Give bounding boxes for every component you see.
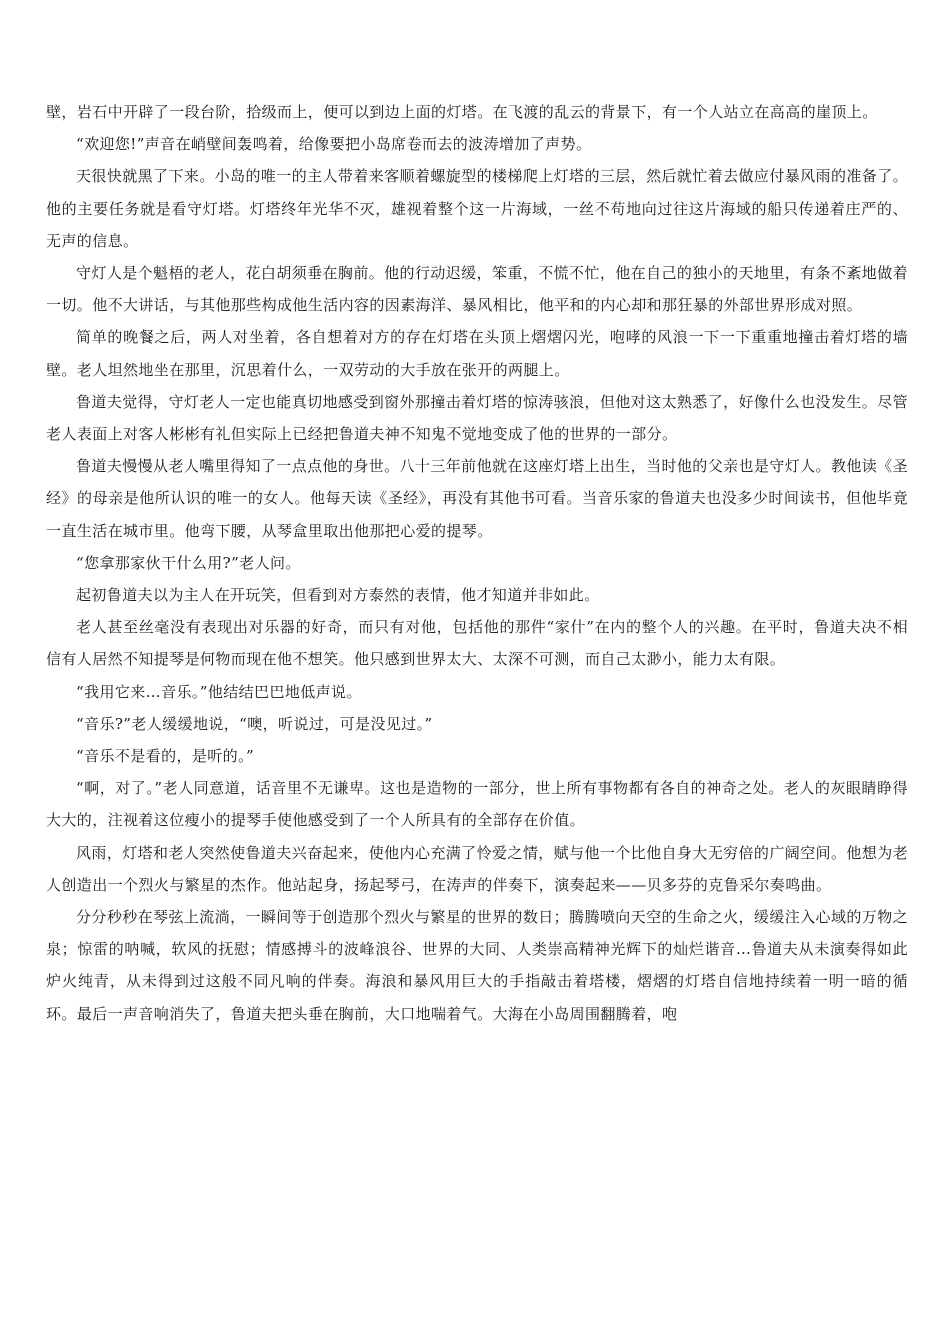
paragraph: “啊，对了。”老人同意道，话音里不无谦卑。这也是造物的一部分，世上所有事物都有各自的神奇之处。老人的灰眼睛睁得大大的，注视着这位瘦小的提琴手使他感受到了一个人所具有的全部存在价值。 — [46, 779, 908, 830]
paragraph: 壁，岩石中开辟了一段台阶，拾级而上，便可以到边上面的灯塔。在飞渡的乱云的背景下，有一个人站立在高高的崖顶上。 — [46, 103, 878, 121]
paragraph: 简单的晚餐之后，两人对坐着，各自想着对方的存在灯塔在头顶上熠熠闪光，咆哮的风浪一下一下重重地撞击着灯塔的墙壁。老人坦然地坐在那里，沉思着什么，一双劳动的大手放在张开的两腿上。 — [46, 328, 908, 379]
paragraph: 鲁道夫觉得，守灯老人一定也能真切地感受到窗外那撞击着灯塔的惊涛骇浪，但他对这太熟悉了，好像什么也没发生。尽管老人表面上对客人彬彬有礼但实际上已经把鲁道夫神不知鬼不觉地变成了他的世界的一部分。 — [46, 392, 908, 444]
paragraph: “欢迎您!”声音在峭壁间轰鸣着，给像要把小岛席卷而去的波涛增加了声势。 — [76, 135, 592, 154]
paragraph: “您拿那家伙干什么用?”老人问。 — [76, 553, 301, 572]
paragraph: 分分秒秒在琴弦上流淌，一瞬间等于创造那个烈火与繁星的世界的数日；腾腾喷向天空的生命之火，缓缓注入心域的万物之泉；惊雷的呐喊，软风的抚慰；情感搏斗的波峰浪谷、世界的大同、人类崇高精神光辉下的灿烂谐音…鲁道夫从未演奏得如此炉火纯青，从未得到过这般不同凡响的伴奏。海浪和暴风用巨大的手指敲击着塔楼，熠熠的灯塔自信地持续着一明一暗的循环。最后一声音响消失了，鲁道夫把头垂在胸前，大口地喘着气。大海在小岛周围翻腾着，咆 — [46, 908, 908, 1023]
paragraph: 风雨，灯塔和老人突然使鲁道夫兴奋起来，使他内心充满了怜爱之情，赋与他一个比他自身大无穷倍的广阔空间。他想为老人创造出一个烈火与繁星的杰作。他站起身，扬起琴弓，在涛声的伴奏下，演奏起来——贝多芬的克鲁采尔奏鸣曲。 — [46, 843, 908, 894]
paragraph: 鲁道夫慢慢从老人嘴里得知了一点点他的身世。八十三年前他就在这座灯塔上出生，当时他的父亲也是守灯人。教他读《圣经》的母亲是他所认识的唯一的女人。他每天读《圣经》，再没有其他书可看。当音乐家的鲁道夫也没多少时间读书，但他毕竟一直生活在城市里。他弯下腰，从琴盒里取出他那把心爱的提琴。 — [46, 457, 908, 540]
paragraph: 老人甚至丝毫没有表现出对乐器的好奇，而只有对他，包括他的那件“家什”在内的整个人的兴趣。在平时，鲁道夫决不相信有人居然不知提琴是何物而现在他不想笑。他只感到世界太大、太深不可测，而自己太渺小，能力太有限。 — [46, 618, 908, 669]
paragraph: 起初鲁道夫以为主人在开玩笑，但看到对方泰然的表情，他才知道并非如此。 — [76, 586, 600, 605]
document-page — [46, 96, 908, 1030]
paragraph: “音乐?”老人缓缓地说，“噢，听说过，可是没见过。” — [76, 714, 433, 733]
paragraph: “我用它来…音乐。”他结结巴巴地低声说。 — [76, 682, 362, 701]
paragraph: 天很快就黑了下来。小岛的唯一的主人带着来客顺着螺旋型的楼梯爬上灯塔的三层，然后就忙着去做应付暴风雨的准备了。他的主要任务就是看守灯塔。灯塔终年光华不灭，雄视着整个这一片海域，一丝不苟地向过往这片海域的船只传递着庄严的、无声的信息。 — [46, 167, 908, 250]
paragraph: “音乐不是看的，是听的。” — [76, 747, 255, 766]
paragraph: 守灯人是个魁梧的老人，花白胡须垂在胸前。他的行动迟缓，笨重，不慌不忙，他在自己的独小的天地里，有条不紊地做着一切。他不大讲话，与其他那些构成他生活内容的因素海洋、暴风相比，他平和的内心却和那狂暴的外部世界形成对照。 — [46, 264, 908, 315]
